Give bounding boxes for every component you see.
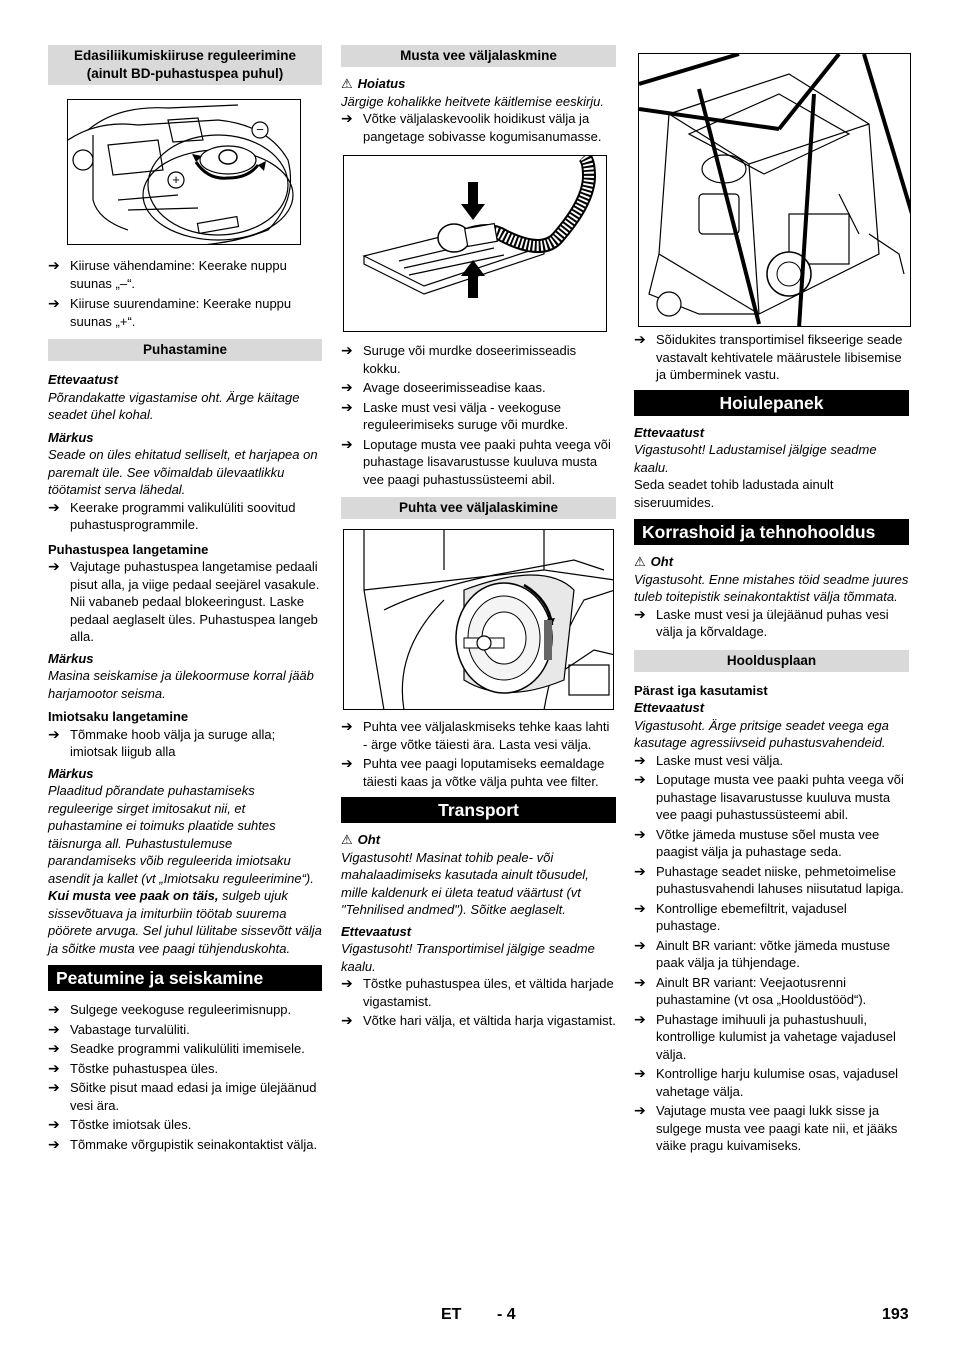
- heading-maintenance-plan: Hooldusplaan: [634, 650, 909, 672]
- caution-label: Ettevaatust: [341, 923, 412, 939]
- heading-storage: Hoiulepanek: [634, 390, 909, 416]
- list-item: ➔ Puhta vee paagi loputamiseks eemaldage täiesti kaas ja võtke välja puhta vee filter.: [341, 755, 605, 789]
- list-item: ➔ Tõmmake võrgupistik seinakontaktist välja.: [48, 1135, 318, 1152]
- arrow-icon: ➔: [634, 751, 646, 768]
- column-middle: [341, 45, 616, 1031]
- subheading-squeegee-lower: Imiotsaku langetamine: [48, 709, 189, 724]
- arrow-icon: ➔: [634, 862, 646, 879]
- heading-clean-water: Puhta vee väljalaskimine: [341, 497, 616, 519]
- warning-icon: ⚠: [341, 832, 353, 847]
- list-item: ➔ Võtke hari välja, et vältida harja vigastamist.: [341, 1012, 616, 1028]
- arrow-icon: ➔: [48, 1116, 60, 1132]
- arrow-icon: ➔: [48, 1079, 60, 1095]
- arrow-icon: ➔: [341, 718, 353, 734]
- list-item: ➔ Laske must vesi välja.: [634, 751, 784, 768]
- arrow-icon: ➔: [48, 295, 60, 311]
- warning-text: Järgige kohalikke heitvete käitlemise eeskirju.: [341, 93, 605, 109]
- language-code: ET: [441, 1306, 462, 1323]
- heading-cleaning: Puhastamine: [48, 339, 322, 361]
- list-item: ➔ Tõstke puhastuspea üles, et vältida harjade vigastamist.: [341, 975, 614, 1009]
- column-right: [634, 45, 909, 1156]
- list-item: ➔ Sõitke pisut maad edasi ja imige ülejäänud vesi ära.: [48, 1079, 317, 1113]
- figure-speed-knob: [67, 99, 301, 245]
- heading-stop: Peatumine ja seiskamine: [48, 965, 322, 991]
- arrow-icon: ➔: [341, 975, 353, 991]
- caution-text: Vigastusoht! Ladustamisel jälgige seadme kaalu.: [634, 442, 877, 475]
- arrow-icon: ➔: [341, 110, 353, 126]
- caution-text: Vigastusoht. Ärge pritsige seadet veega ega kasutage agressiivseid puhastusvahendeid.: [634, 717, 889, 750]
- list-item: ➔ Puhastage imihuuli ja puhastushuuli, kontrollige kulumist ja vahetage vajadusel välja.: [634, 1010, 896, 1062]
- note-text: Seade on üles ehitatud selliselt, et harjapea on paremalt üle. See võimaldab ülevaatlikku töötamist serva lähedal.: [48, 447, 318, 497]
- arrow-icon: ➔: [634, 1010, 646, 1027]
- heading-dirty-water: Musta vee väljalaskmine: [341, 45, 616, 67]
- arrow-icon: ➔: [48, 1135, 60, 1152]
- list-item: ➔ Vajutage puhastuspea langetamise pedaali pisut alla, ja viige pedaal seejärel vasakule. Nii vabaneb pedaal blokeeringust. Laske pedaal aeglaselt üles. Puhastuspea langeb alla.: [48, 558, 320, 644]
- subheading-after-use: Pärast iga kasutamist: [634, 682, 768, 698]
- warning-label: ⚠ Hoiatus: [341, 76, 406, 91]
- caution-label: Ettevaatust: [48, 372, 119, 387]
- list-item: ➔ Sulgege veekoguse reguleerimisnupp.: [48, 1001, 292, 1017]
- list-item: ➔ Loputage musta vee paaki puhta veega või puhastage lisavarustusse kuuluva musta vee paagi puhastussüsteemi abil.: [634, 771, 904, 822]
- warning-icon: ⚠: [634, 554, 646, 569]
- list-item: ➔ Kontrollige harju kulumise osas, vajadusel vahetage välja.: [634, 1065, 899, 1099]
- list-item: ➔ Ainult BR variant: võtke jämeda mustuse paak välja ja tühjendage.: [634, 936, 891, 970]
- note-label: Märkus: [48, 765, 94, 781]
- list-item: ➔ Laske must vesi välja - veekoguse reguleerimiseks suruge või murdke.: [341, 398, 569, 432]
- figure-clean-water-cap: [343, 529, 614, 710]
- note-text: Masina seiskamise ja ülekoormuse korral jääb harjamootor seisma.: [48, 668, 314, 701]
- note-text-tank-full: Kui musta vee paak on täis, sulgeb ujuk sissevõtuava ja imiturbiin töötab suurema pöörete arvuga. Sel juhul lülitabe sissevõtt välja ja sõitke musta vee paagi tühjenduskohta.: [48, 888, 322, 956]
- arrow-icon: ➔: [634, 1102, 646, 1118]
- arrow-icon: ➔: [341, 435, 353, 452]
- list-item: ➔ Puhta vee väljalaskmiseks tehke kaas lahti - ärge võtke täiesti ära. Lasta vesi välja.: [341, 718, 610, 752]
- list-item: ➔ Vabastage turvalüliti.: [48, 1020, 190, 1037]
- arrow-icon: ➔: [48, 498, 60, 515]
- list-item: ➔ Tõstke puhastuspea üles.: [48, 1059, 219, 1076]
- note-label: Märkus: [48, 650, 94, 666]
- warning-icon: ⚠: [341, 76, 353, 91]
- list-item: ➔ Loputage musta vee paaki puhta veega või puhastage lisavarustusse kuuluva musta vee paagi puhastussüsteemi abil.: [341, 435, 611, 487]
- danger-text: Vigastusoht. Enne mistahes töid seadme juures tuleb toitepistik seinakontaktist välja tõmmata.: [634, 571, 909, 604]
- note-text: Plaaditud põrandate puhastamiseks reguleerige sirget imitosakut nii, et puhastamine ei toimuks plaatide suhtes täisnurga all. Puhastustulemuse parandamiseks võib reguleerida imiotsaku asendit ja kallet (vt „Imiotsaku reguleerimine“).: [48, 783, 314, 886]
- arrow-icon: ➔: [48, 1001, 60, 1017]
- list-item: ➔ Võtke jämeda mustuse sõel musta vee paagist välja ja puhastage seda.: [634, 825, 880, 859]
- arrow-icon: ➔: [634, 825, 646, 842]
- list-item: ➔ Avage doseerimisseadise kaas.: [341, 379, 546, 395]
- local-page-number: - 4: [497, 1306, 516, 1323]
- arrow-icon: ➔: [48, 1020, 60, 1037]
- figure-machine-tie-down: [638, 53, 911, 327]
- arrow-icon: ➔: [634, 899, 646, 916]
- arrow-icon: ➔: [48, 725, 60, 742]
- list-item: ➔ Kiiruse suurendamine: Keerake nuppu suunas „+“.: [48, 295, 292, 329]
- arrow-icon: ➔: [634, 973, 646, 990]
- list-item: ➔ Seadke programmi valikulüliti imemisele.: [48, 1040, 305, 1056]
- arrow-icon: ➔: [48, 1059, 60, 1076]
- list-item: ➔ Võtke väljalaskevoolik hoidikust välja ja pangetage sobivasse kogumisanumasse.: [341, 110, 602, 144]
- list-item: ➔ Kontrollige ebemefiltrit, vajadusel puhastage.: [634, 899, 847, 933]
- heading-maintenance: Korrashoid ja tehnohooldus: [634, 519, 909, 545]
- list-item: ➔ Kiiruse vähendamine: Keerake nuppu suunas „–“.: [48, 257, 287, 291]
- column-left: [48, 45, 322, 1154]
- plus-icon: +: [172, 172, 180, 187]
- list-item: ➔ Puhastage seadet niiske, pehmetoimelise puhastusvahendi lahuses niisutatud lapiga.: [634, 862, 904, 896]
- heading-speed-adjust: Edasiliikumiskiiruse reguleerimine (ainult BD-puhastuspea puhul): [48, 45, 322, 85]
- list-item: ➔ Ainult BR variant: Veejaotusrenni puhastamine (vt osa „Hooldustööd“).: [634, 973, 867, 1007]
- arrow-icon: ➔: [48, 257, 60, 273]
- subheading-head-lower: Puhastuspea langetamine: [48, 541, 209, 557]
- list-item: ➔ Sõidukites transportimisel fikseerige seade vastavalt kehtivatele määrustele libisemise ja ümberminek vastu.: [634, 331, 903, 382]
- danger-text: Vigastusoht! Masinat tohib peale- või mahalaadimiseks kasutada ainult tõusudel, mille kaldenurk ei ületa teatud väärtust (vt "Tehnilised andmed"). Sõitke aeglaselt.: [341, 849, 589, 917]
- caution-text: Põrandakatte vigastamise oht. Ärge käitage seadet ühel kohal.: [48, 389, 300, 422]
- caution-label: Ettevaatust: [634, 424, 705, 440]
- arrow-icon: ➔: [634, 1065, 646, 1081]
- arrow-icon: ➔: [634, 331, 646, 347]
- arrow-icon: ➔: [634, 605, 646, 622]
- arrow-icon: ➔: [48, 1040, 60, 1056]
- arrow-icon: ➔: [341, 1012, 353, 1028]
- list-item: ➔ Tõstke imiotsak üles.: [48, 1116, 192, 1132]
- list-item: ➔ Keerake programmi valikulüliti soovitud puhastusprogrammile.: [48, 498, 296, 532]
- figure-drain-hose: [343, 155, 607, 332]
- caution-label: Ettevaatust: [634, 700, 705, 715]
- list-item: ➔ Vajutage musta vee paagi lukk sisse ja sulgege musta vee paagi kate nii, et jääks väike pragu kuivamiseks.: [634, 1102, 898, 1153]
- arrow-icon: ➔: [634, 771, 646, 787]
- page-number: 193: [882, 1306, 909, 1323]
- note-label: Märkus: [48, 429, 94, 445]
- caution-text: Vigastusoht! Transportimisel jälgige seadme kaalu.: [341, 941, 595, 974]
- minus-icon: −: [256, 122, 264, 137]
- list-item: ➔ Laske must vesi ja ülejäänud puhas vesi välja ja kõrvaldage.: [634, 605, 889, 639]
- arrow-icon: ➔: [341, 755, 353, 771]
- list-item: ➔ Suruge või murdke doseerimisseadis kokku.: [341, 342, 577, 376]
- list-item: ➔ Tõmmake hoob välja ja suruge alla; imiotsak liigub alla: [48, 725, 276, 759]
- arrow-icon: ➔: [48, 558, 60, 574]
- arrow-icon: ➔: [341, 379, 353, 395]
- danger-label: ⚠ Oht: [634, 554, 674, 569]
- heading-transport: Transport: [341, 797, 616, 823]
- arrow-icon: ➔: [341, 342, 353, 358]
- danger-label: ⚠ Oht: [341, 832, 381, 847]
- arrow-icon: ➔: [634, 936, 646, 953]
- arrow-icon: ➔: [341, 398, 353, 415]
- storage-text: Seda seadet tohib ladustada ainult siseruumides.: [634, 477, 834, 510]
